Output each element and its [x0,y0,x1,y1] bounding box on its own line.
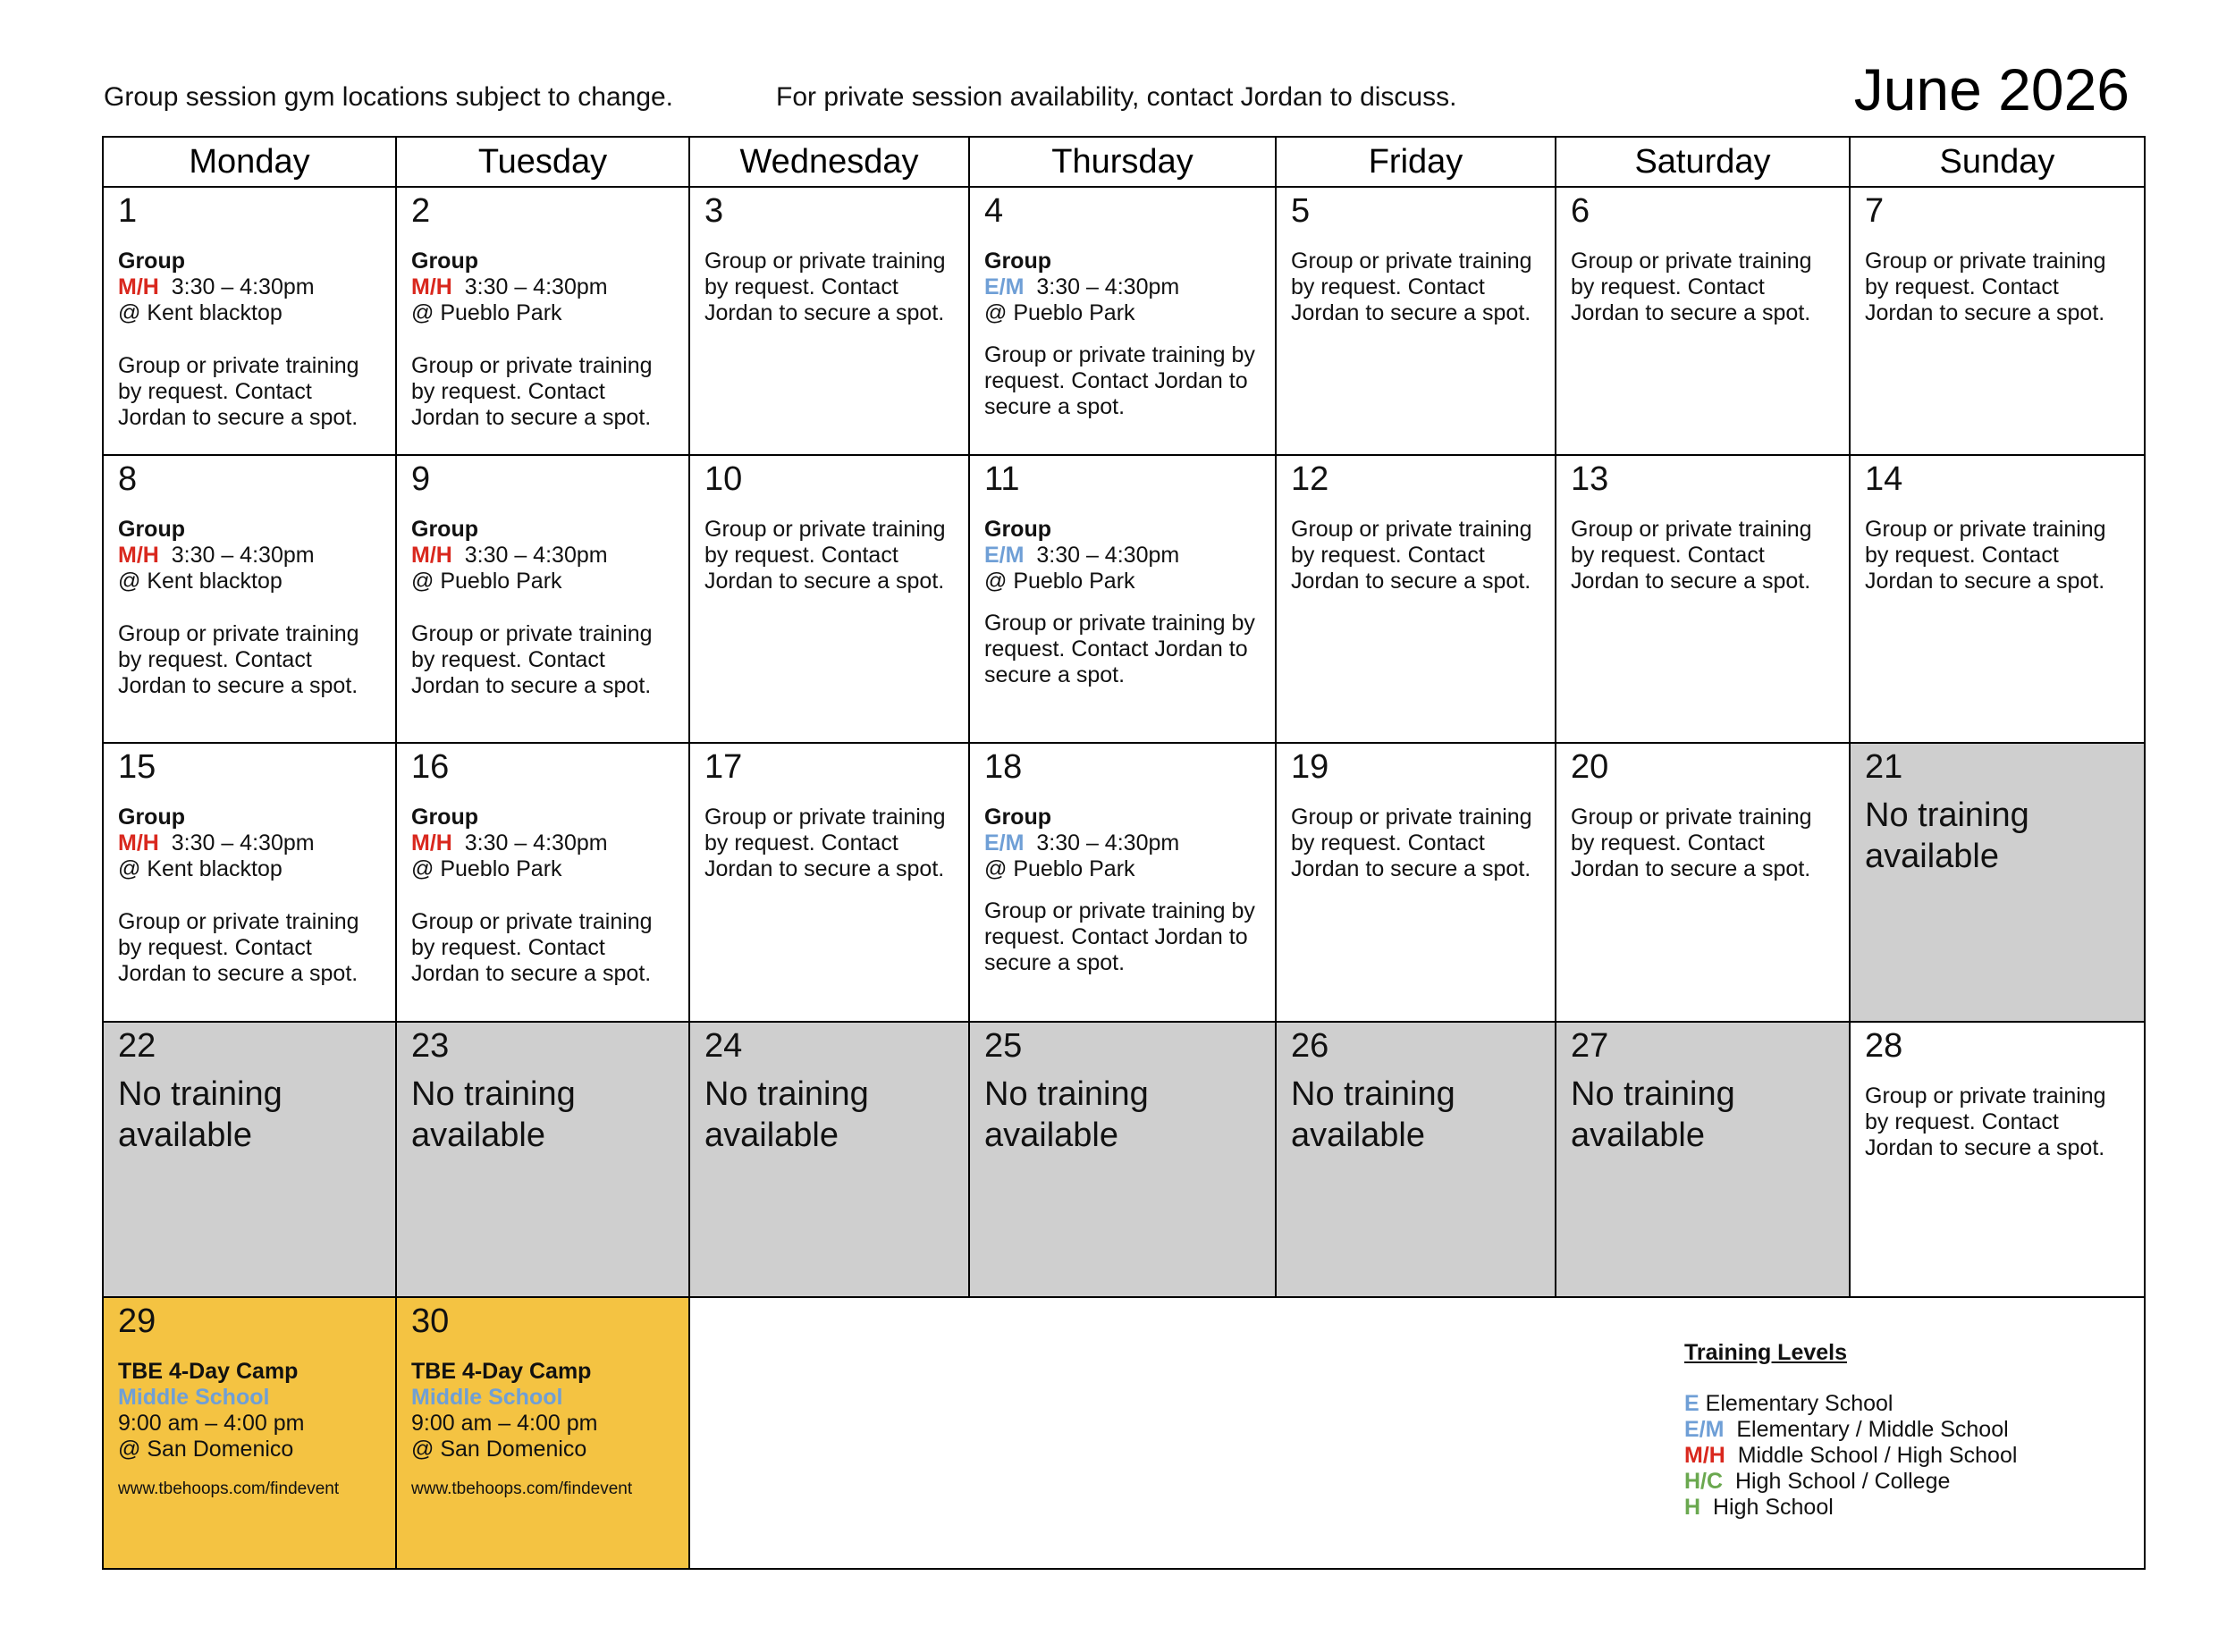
day-cell [969,455,1276,743]
camp-level: Middle School [118,1385,270,1410]
no-training-label: No training [984,1075,1149,1113]
day-number: 10 [704,460,743,498]
no-training-label: available [1571,1117,1705,1154]
day-cell [1276,187,1556,455]
request-note-line: Group or private training by [984,342,1255,367]
session-type: Group [411,249,478,274]
weekday-thursday: Thursday [969,137,1276,187]
day-number: 14 [1865,460,1903,498]
level-code: E/M [984,543,1025,568]
request-note-line: Group or private training [411,353,653,378]
level-code: M/H [118,830,159,856]
request-note-line: request. Contact Jordan to [984,924,1248,949]
request-note-line: secure a spot. [984,950,1126,975]
session-type: Group [984,517,1051,542]
request-note-line: Group or private training [1865,249,2106,274]
day-cell-unavailable [103,1022,396,1297]
day-number: 24 [704,1027,743,1065]
request-note-line: by request. Contact [411,647,605,672]
day-number: 2 [411,192,431,230]
session-type: Group [411,805,478,830]
day-number: 20 [1571,748,1609,786]
session-location: @ Kent blacktop [118,300,283,325]
request-note-line: Group or private training by [984,898,1255,923]
day-number: 6 [1571,192,1590,230]
day-cell [1556,455,1850,743]
request-note-line: Group or private training [1291,805,1532,830]
weekday-monday: Monday [103,137,396,187]
request-note-line: by request. Contact [1571,543,1765,568]
day-cell [396,187,689,455]
session-type: Group [984,249,1051,274]
weekday-header-row [103,137,2145,187]
day-cell-camp [396,1297,689,1569]
training-levels-legend [1684,1339,2017,1521]
request-note-line: by request. Contact [118,379,312,404]
camp-location: @ San Domenico [411,1437,587,1462]
request-note-line: Jordan to secure a spot. [1571,300,1811,325]
private-session-note: For private session availability, contact Jordan to discuss. [776,82,1457,112]
day-number: 12 [1291,460,1329,498]
request-note-line: Group or private training [1571,517,1812,542]
day-cell [1556,743,1850,1022]
day-cell [1276,743,1556,1022]
no-training-label: No training [1571,1075,1735,1113]
session-location: @ Kent blacktop [118,856,283,881]
day-number: 28 [1865,1027,1903,1065]
no-training-label: No training [118,1075,283,1113]
request-note-line: by request. Contact [1571,274,1765,299]
week-row [103,187,2145,455]
request-note-line: by request. Contact [1291,830,1485,856]
session-type: Group [118,805,185,830]
level-code: M/H [411,274,452,299]
request-note-line: by request. Contact [1865,543,2059,568]
request-note-line: Group or private training [1291,517,1532,542]
request-note-line: by request. Contact [118,647,312,672]
day-cell-unavailable [1556,1022,1850,1297]
request-note-line: Group or private training [1571,249,1812,274]
camp-level: Middle School [411,1385,563,1410]
request-note-line: Group or private training [118,353,359,378]
session-type: Group [984,805,1051,830]
request-note-line: Jordan to secure a spot. [1291,569,1531,594]
session-time: 3:30 – 4:30pm [464,274,608,299]
weekday-sunday: Sunday [1850,137,2145,187]
camp-time: 9:00 am – 4:00 pm [411,1411,598,1436]
day-cell [103,187,396,455]
day-cell-camp [103,1297,396,1569]
level-code: E/M [984,830,1025,856]
camp-title: TBE 4-Day Camp [411,1359,592,1384]
day-cell [103,743,396,1022]
request-note-line: Jordan to secure a spot. [118,405,358,430]
no-training-label: available [1865,838,1999,875]
location-note: Group session gym locations subject to change. [104,82,674,112]
request-note-line: by request. Contact [1865,1109,2059,1134]
request-note-line: by request. Contact [1291,543,1485,568]
day-cell [1850,1022,2145,1297]
request-note-line: Group or private training [411,621,653,646]
day-cell-unavailable [1850,743,2145,1022]
legend-item [1684,1391,2017,1417]
session-type: Group [118,517,185,542]
legend-item [1684,1443,2017,1469]
no-training-label: available [118,1117,252,1154]
session-time: 3:30 – 4:30pm [171,543,315,568]
level-code: M/H [118,543,159,568]
level-code: E/M [984,274,1025,299]
session-time: 3:30 – 4:30pm [1036,830,1180,856]
request-note-line: by request. Contact [704,274,898,299]
request-note-line: by request. Contact [1571,830,1765,856]
request-note-line: Group or private training [411,909,653,934]
no-training-label: No training [411,1075,576,1113]
request-note-line: Jordan to secure a spot. [704,856,945,881]
request-note-line: by request. Contact [411,935,605,960]
request-note-line: request. Contact Jordan to [984,368,1248,393]
day-number: 19 [1291,748,1329,786]
legend-item [1684,1417,2017,1443]
legend-code: E [1684,1391,1699,1416]
day-number: 16 [411,748,450,786]
request-note-line: Jordan to secure a spot. [1865,569,2105,594]
legend-code: H [1684,1495,1701,1520]
day-number: 22 [118,1027,156,1065]
session-location: @ Pueblo Park [411,856,562,881]
week-row [103,455,2145,743]
legend-title: Training Levels [1684,1340,1848,1365]
request-note-line: Jordan to secure a spot. [1571,569,1811,594]
request-note-line: Jordan to secure a spot. [1571,856,1811,881]
request-note-line: by request. Contact [1291,274,1485,299]
weekday-tuesday: Tuesday [396,137,689,187]
session-time: 3:30 – 4:30pm [171,830,315,856]
request-note-line: Group or private training [1865,517,2106,542]
camp-url: www.tbehoops.com/findevent [118,1479,340,1498]
day-cell [969,743,1276,1022]
day-cell [689,743,969,1022]
legend-code: E/M [1684,1417,1725,1442]
day-cell [969,187,1276,455]
request-note-line: by request. Contact [704,830,898,856]
request-note-line: Group or private training [1571,805,1812,830]
day-cell-unavailable [396,1022,689,1297]
request-note-line: Jordan to secure a spot. [411,961,652,986]
camp-time: 9:00 am – 4:00 pm [118,1411,305,1436]
day-cell-unavailable [689,1022,969,1297]
day-number: 21 [1865,748,1903,786]
session-time: 3:30 – 4:30pm [171,274,315,299]
day-number: 13 [1571,460,1609,498]
day-number: 30 [411,1302,450,1340]
session-location: @ Pueblo Park [411,300,562,325]
day-number: 7 [1865,192,1885,230]
request-note-line: request. Contact Jordan to [984,636,1248,662]
request-note-line: by request. Contact [118,935,312,960]
day-number: 26 [1291,1027,1329,1065]
weekday-friday: Friday [1276,137,1556,187]
request-note-line: Jordan to secure a spot. [411,405,652,430]
session-location: @ Pueblo Park [984,300,1135,325]
day-cell [1850,187,2145,455]
session-time: 3:30 – 4:30pm [464,543,608,568]
request-note-line: Jordan to secure a spot. [1865,300,2105,325]
request-note-line: Group or private training [118,909,359,934]
no-training-label: No training [1291,1075,1455,1113]
day-number: 25 [984,1027,1023,1065]
week-row [103,1022,2145,1297]
request-note-line: Jordan to secure a spot. [118,673,358,698]
day-number: 4 [984,192,1004,230]
session-time: 3:30 – 4:30pm [1036,543,1180,568]
legend-item [1684,1495,2017,1521]
day-number: 5 [1291,192,1311,230]
day-number: 17 [704,748,743,786]
request-note-line: Group or private training [704,805,946,830]
legend-label: Elementary / Middle School [1736,1417,2009,1442]
no-training-label: available [984,1117,1118,1154]
request-note-line: by request. Contact [704,543,898,568]
no-training-label: available [411,1117,545,1154]
day-cell [689,187,969,455]
weekday-saturday: Saturday [1556,137,1850,187]
request-note-line: Jordan to secure a spot. [1291,856,1531,881]
session-time: 3:30 – 4:30pm [464,830,608,856]
legend-item [1684,1469,2017,1495]
day-cell [1850,455,2145,743]
day-number: 15 [118,748,156,786]
day-number: 29 [118,1302,156,1340]
session-location: @ Pueblo Park [984,856,1135,881]
level-code: M/H [411,830,452,856]
request-note-line: Jordan to secure a spot. [118,961,358,986]
no-training-label: available [704,1117,839,1154]
day-number: 18 [984,748,1023,786]
request-note-line: Group or private training [1865,1083,2106,1108]
day-number: 11 [984,460,1020,498]
day-cell [689,455,969,743]
session-time: 3:30 – 4:30pm [1036,274,1180,299]
session-type: Group [118,249,185,274]
month-title: June 2026 [1853,56,2130,122]
day-number: 23 [411,1027,450,1065]
no-training-label: No training [1865,796,2029,834]
day-cell [396,743,689,1022]
day-number: 9 [411,460,431,498]
day-cell-unavailable [1276,1022,1556,1297]
request-note-line: Group or private training [704,517,946,542]
week-row [103,743,2145,1022]
no-training-label: No training [704,1075,869,1113]
camp-location: @ San Domenico [118,1437,294,1462]
request-note-line: Jordan to secure a spot. [704,569,945,594]
legend-label: Middle School / High School [1737,1443,2018,1468]
request-note-line: by request. Contact [1865,274,2059,299]
legend-label: Elementary School [1705,1391,1893,1416]
level-code: M/H [118,274,159,299]
camp-url: www.tbehoops.com/findevent [411,1479,633,1498]
request-note-line: Jordan to secure a spot. [1291,300,1531,325]
legend-label: High School [1712,1495,1834,1520]
day-number: 8 [118,460,138,498]
day-cell [1556,187,1850,455]
no-training-label: available [1291,1117,1425,1154]
day-number: 3 [704,192,724,230]
legend-code: M/H [1684,1443,1725,1468]
legend-code: H/C [1684,1469,1724,1494]
session-location: @ Kent blacktop [118,569,283,594]
request-note-line: Group or private training [704,249,946,274]
day-cell [396,455,689,743]
request-note-line: by request. Contact [411,379,605,404]
request-note-line: Group or private training [118,621,359,646]
session-location: @ Pueblo Park [984,569,1135,594]
camp-title: TBE 4-Day Camp [118,1359,299,1384]
day-number: 27 [1571,1027,1609,1065]
request-note-line: Jordan to secure a spot. [1865,1135,2105,1160]
day-cell [103,455,396,743]
session-location: @ Pueblo Park [411,569,562,594]
legend-label: High School / College [1734,1469,1951,1494]
request-note-line: Jordan to secure a spot. [704,300,945,325]
request-note-line: secure a spot. [984,662,1126,687]
session-type: Group [411,517,478,542]
day-cell-unavailable [969,1022,1276,1297]
weekday-wednesday: Wednesday [689,137,969,187]
day-cell [1276,455,1556,743]
day-number: 1 [118,192,138,230]
request-note-line: Group or private training [1291,249,1532,274]
request-note-line: Group or private training by [984,611,1255,636]
request-note-line: Jordan to secure a spot. [411,673,652,698]
level-code: M/H [411,543,452,568]
request-note-line: secure a spot. [984,394,1126,419]
